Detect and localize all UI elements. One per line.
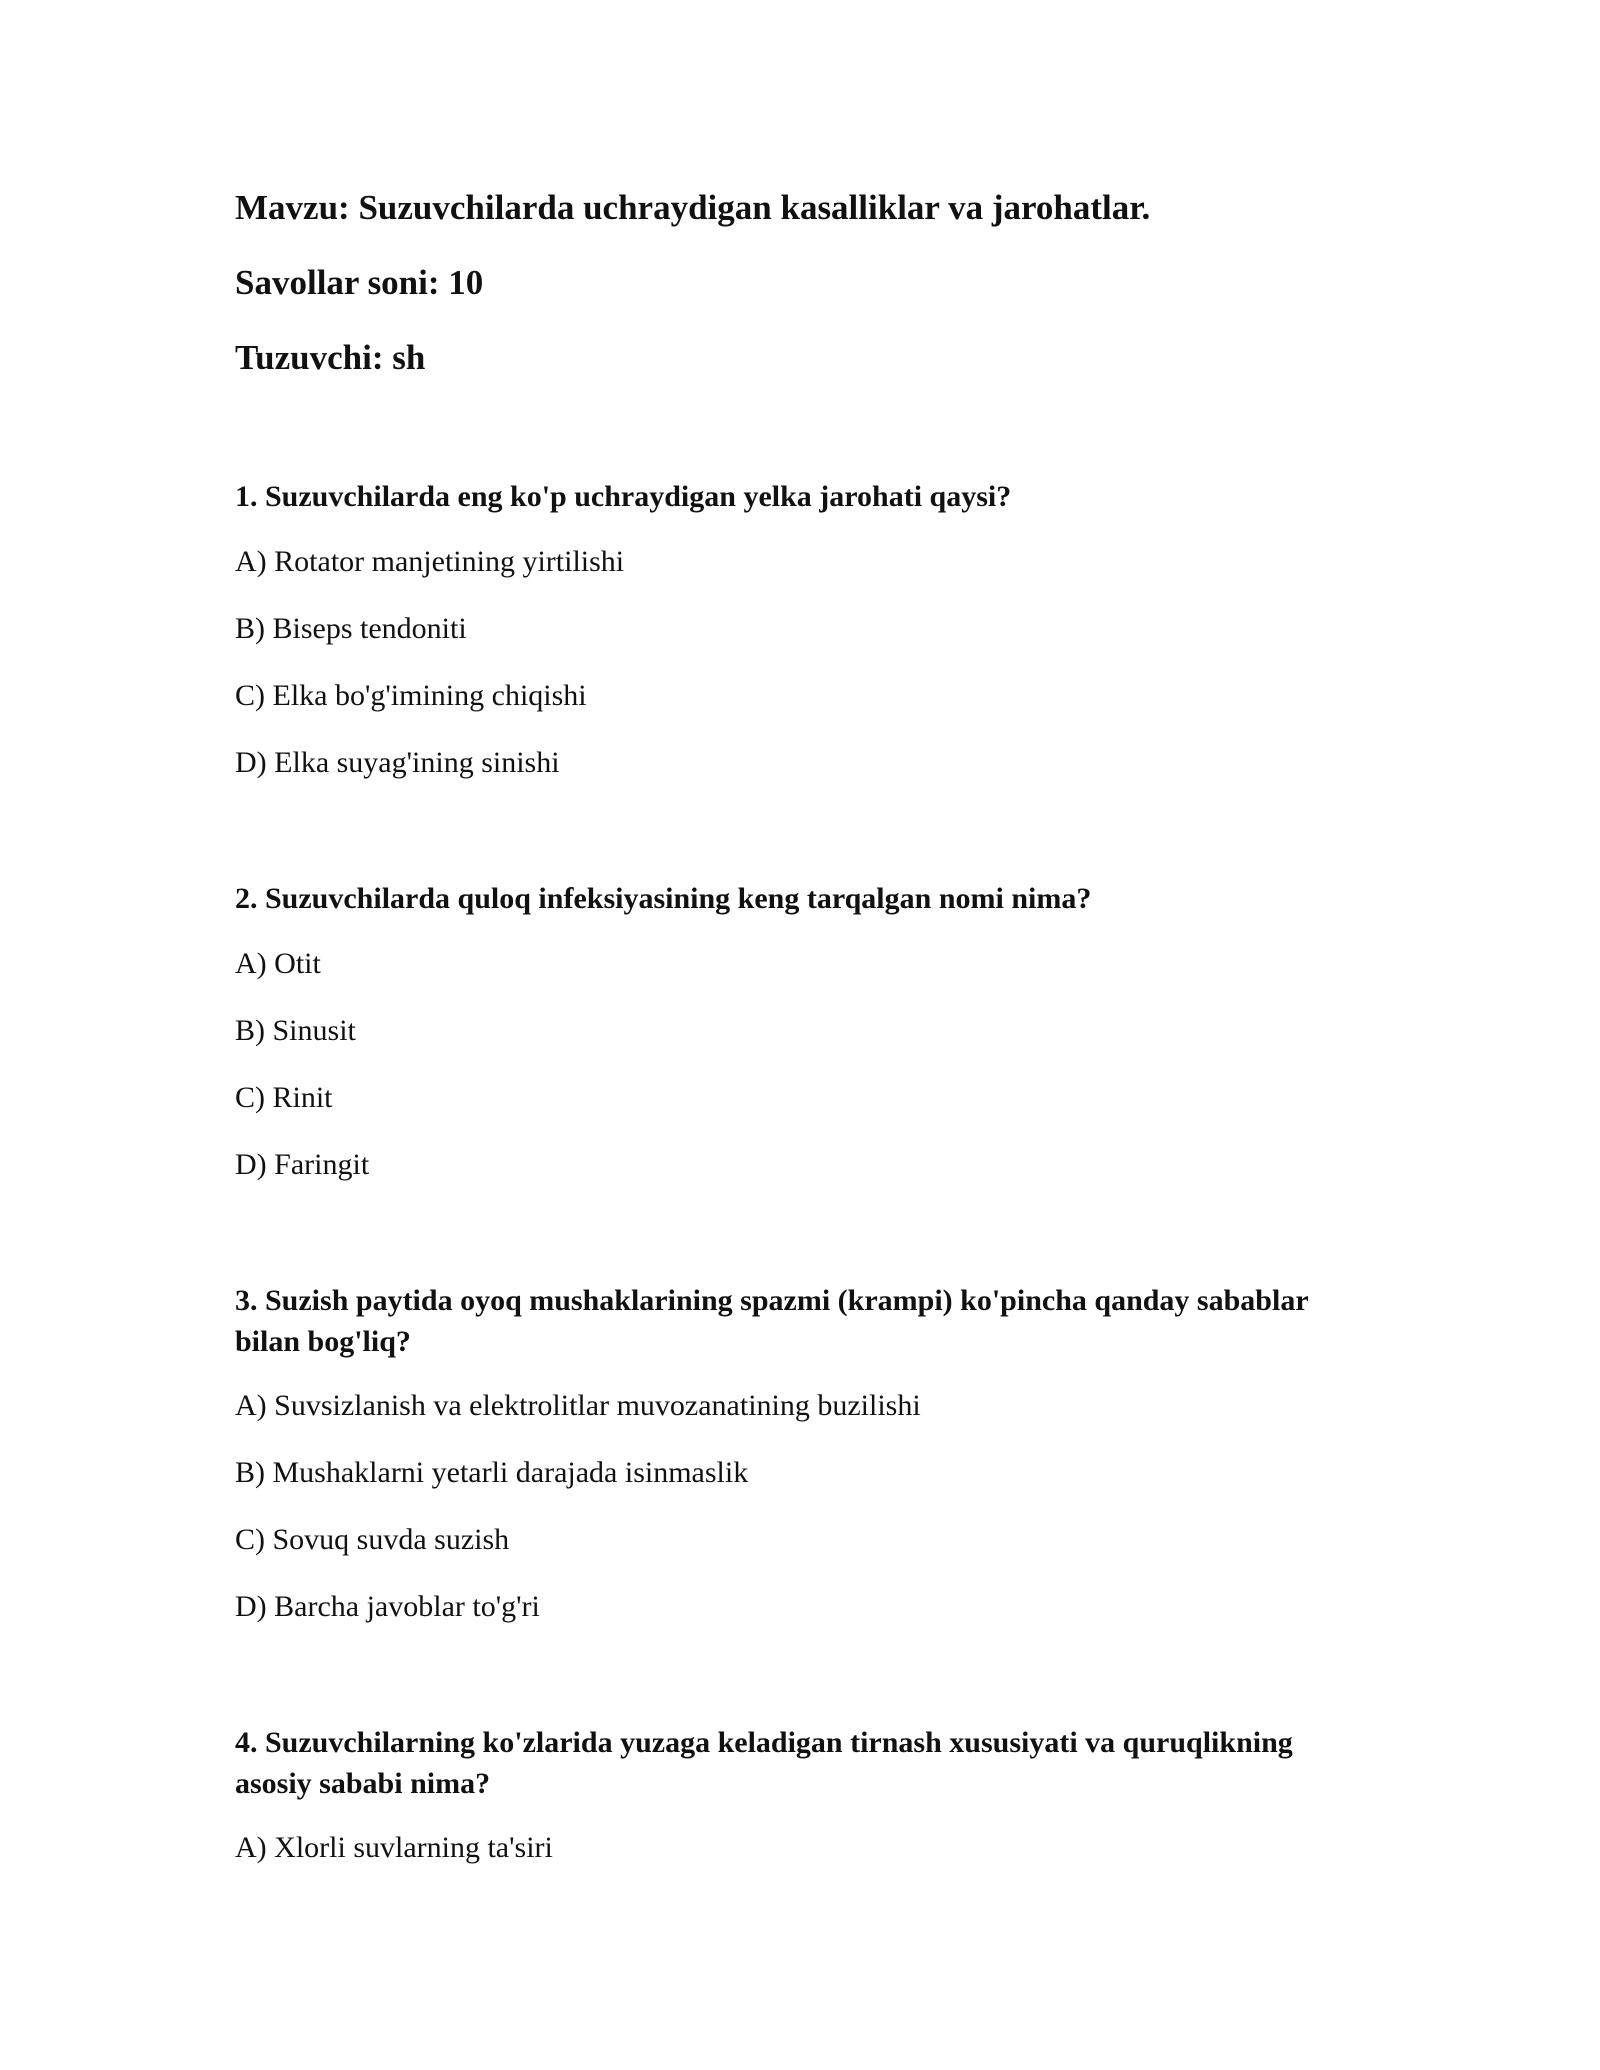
question-2-option-d: D) Faringit bbox=[235, 1148, 370, 1181]
author-heading: Tuzuvchi: sh bbox=[235, 338, 426, 377]
question-1-option-b: B) Biseps tendoniti bbox=[235, 612, 467, 645]
question-3: 3. Suzish paytida oyoq mushaklarining spazmi (krampi) ko'pincha qanday sabablar bilan bog'liq? bbox=[235, 1284, 1309, 1358]
question-3-option-b: B) Mushaklarni yetarli darajada isinmaslik bbox=[235, 1456, 749, 1489]
question-3-option-c: C) Sovuq suvda suzish bbox=[235, 1523, 510, 1556]
question-1: 1. Suzuvchilarda eng ko'p uchraydigan yelka jarohati qaysi? bbox=[235, 480, 1012, 513]
question-2-option-c: C) Rinit bbox=[235, 1081, 333, 1114]
question-1-option-a: A) Rotator manjetining yirtilishi bbox=[235, 545, 625, 578]
question-4: 4. Suzuvchilarning ko'zlarida yuzaga keladigan tirnash xususiyati va quruqlikning asosiy sababi nima? bbox=[235, 1726, 1293, 1800]
question-2: 2. Suzuvchilarda quloq infeksiyasining keng tarqalgan nomi nima? bbox=[235, 882, 1092, 915]
question-count-heading: Savollar soni: 10 bbox=[235, 263, 484, 302]
question-4-option-a: A) Xlorli suvlarning ta'siri bbox=[235, 1831, 553, 1864]
question-3-option-a: A) Suvsizlanish va elektrolitlar muvozanatining buzilishi bbox=[235, 1389, 921, 1422]
topic-heading: Mavzu: Suzuvchilarda uchraydigan kasalliklar va jarohatlar. bbox=[235, 188, 1151, 227]
question-2-option-a: A) Otit bbox=[235, 947, 321, 980]
question-1-option-d: D) Elka suyag'ining sinishi bbox=[235, 746, 560, 779]
question-3-option-d: D) Barcha javoblar to'g'ri bbox=[235, 1590, 540, 1623]
question-2-option-b: B) Sinusit bbox=[235, 1014, 356, 1047]
question-1-option-c: C) Elka bo'g'imining chiqishi bbox=[235, 679, 587, 712]
